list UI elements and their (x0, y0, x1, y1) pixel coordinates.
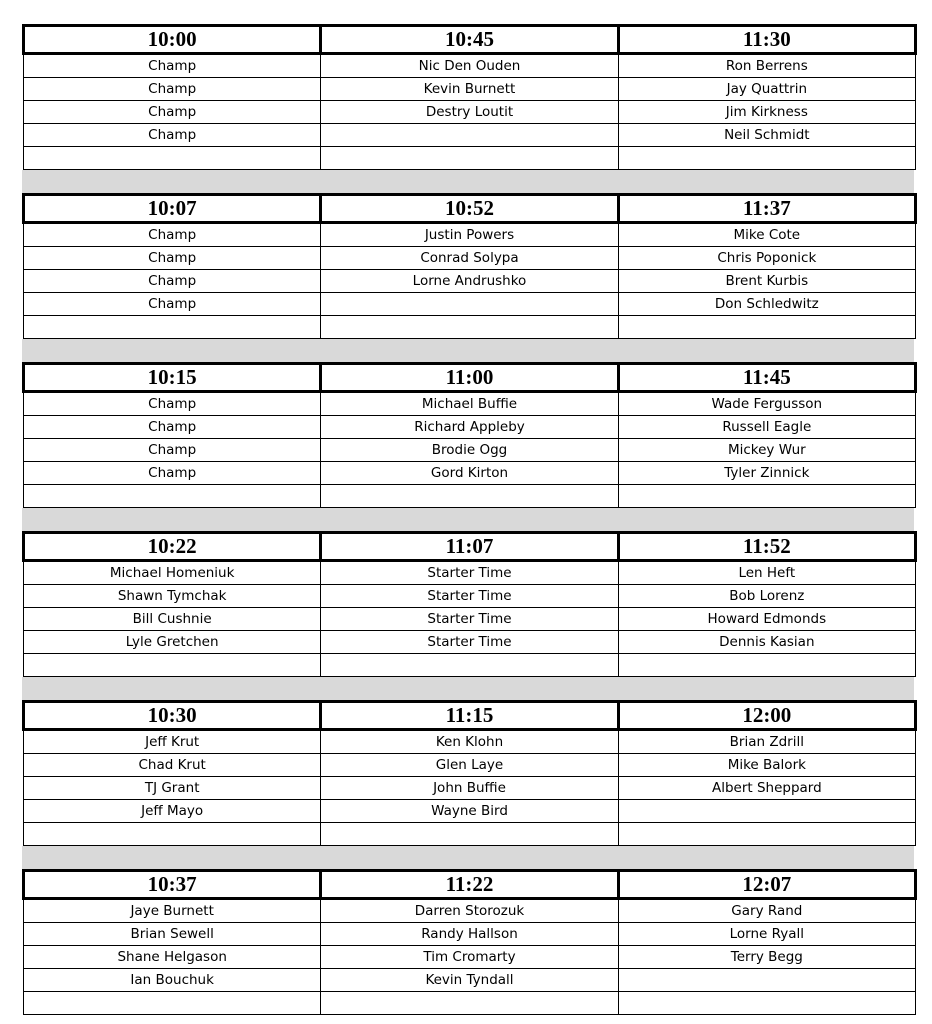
player-cell: Dennis Kasian (618, 631, 915, 654)
tee-time-header: 10:37 (24, 871, 321, 899)
player-cell: Chad Krut (24, 754, 321, 777)
player-cell: Mickey Wur (618, 439, 915, 462)
tee-time-header: 11:45 (618, 364, 915, 392)
player-cell: Len Heft (618, 561, 915, 585)
tee-time-header: 11:00 (321, 364, 618, 392)
player-cell: Champ (24, 124, 321, 147)
player-cell: Bob Lorenz (618, 585, 915, 608)
time-header-row (24, 364, 916, 392)
player-cell: Ken Klohn (321, 730, 618, 754)
player-cell: Brian Sewell (24, 923, 321, 946)
player-cell: Howard Edmonds (618, 608, 915, 631)
player-cell (618, 147, 915, 170)
player-cell: Jeff Krut (24, 730, 321, 754)
tee-time-table (22, 362, 917, 508)
player-cell: Russell Eagle (618, 416, 915, 439)
player-cell: Ron Berrens (618, 54, 915, 78)
player-cell: Champ (24, 416, 321, 439)
tee-time-header: 10:30 (24, 702, 321, 730)
player-row (24, 54, 916, 78)
player-cell: Shawn Tymchak (24, 585, 321, 608)
tee-time-block (22, 700, 914, 846)
tee-time-header: 10:00 (24, 26, 321, 54)
player-row (24, 923, 916, 946)
tee-time-header: 10:22 (24, 533, 321, 561)
player-cell: Albert Sheppard (618, 777, 915, 800)
player-cell: Neil Schmidt (618, 124, 915, 147)
player-row (24, 462, 916, 485)
tee-time-table (22, 869, 917, 1015)
player-row (24, 101, 916, 124)
player-cell: Starter Time (321, 585, 618, 608)
player-cell (618, 969, 915, 992)
block-separator (22, 508, 914, 531)
player-cell: Gary Rand (618, 899, 915, 923)
player-cell (618, 485, 915, 508)
player-cell: Champ (24, 247, 321, 270)
player-cell: Conrad Solypa (321, 247, 618, 270)
tee-time-table (22, 193, 917, 339)
tee-time-header: 12:00 (618, 702, 915, 730)
player-cell: Nic Den Ouden (321, 54, 618, 78)
player-row (24, 392, 916, 416)
player-cell: Champ (24, 54, 321, 78)
player-cell (321, 316, 618, 339)
player-row (24, 823, 916, 846)
player-cell: Lorne Andrushko (321, 270, 618, 293)
player-cell: Champ (24, 392, 321, 416)
player-row (24, 78, 916, 101)
player-cell (321, 654, 618, 677)
player-cell: Jay Quattrin (618, 78, 915, 101)
player-cell: Destry Loutit (321, 101, 618, 124)
tee-time-table (22, 24, 917, 170)
player-cell (618, 800, 915, 823)
player-cell: Champ (24, 223, 321, 247)
player-row (24, 899, 916, 923)
time-header-row (24, 702, 916, 730)
player-cell (24, 823, 321, 846)
player-cell: Kevin Tyndall (321, 969, 618, 992)
player-row (24, 585, 916, 608)
tee-time-header: 11:07 (321, 533, 618, 561)
tee-time-table (22, 531, 917, 677)
player-row (24, 754, 916, 777)
player-cell: Kevin Burnett (321, 78, 618, 101)
player-cell: Lorne Ryall (618, 923, 915, 946)
player-cell: Mike Cote (618, 223, 915, 247)
player-cell (24, 316, 321, 339)
block-separator (22, 339, 914, 362)
tee-time-header: 11:30 (618, 26, 915, 54)
player-cell: Ian Bouchuk (24, 969, 321, 992)
tee-time-header: 10:52 (321, 195, 618, 223)
player-row (24, 969, 916, 992)
player-row (24, 316, 916, 339)
player-cell (321, 992, 618, 1015)
player-cell: Brian Zdrill (618, 730, 915, 754)
time-header-row (24, 533, 916, 561)
block-separator (22, 170, 914, 193)
player-cell (618, 316, 915, 339)
player-row (24, 608, 916, 631)
player-row (24, 247, 916, 270)
player-cell: Don Schledwitz (618, 293, 915, 316)
tee-time-header: 11:15 (321, 702, 618, 730)
player-cell (321, 823, 618, 846)
player-cell (618, 823, 915, 846)
player-cell: Randy Hallson (321, 923, 618, 946)
player-cell: Champ (24, 78, 321, 101)
player-cell: Champ (24, 439, 321, 462)
player-cell (24, 992, 321, 1015)
player-row (24, 416, 916, 439)
tee-time-header: 10:15 (24, 364, 321, 392)
player-cell: Jeff Mayo (24, 800, 321, 823)
player-cell (24, 147, 321, 170)
player-cell: Gord Kirton (321, 462, 618, 485)
player-cell: Terry Begg (618, 946, 915, 969)
player-row (24, 946, 916, 969)
player-cell: Starter Time (321, 561, 618, 585)
player-row (24, 654, 916, 677)
player-cell: Tyler Zinnick (618, 462, 915, 485)
player-cell: Richard Appleby (321, 416, 618, 439)
player-cell: Champ (24, 270, 321, 293)
block-separator (22, 846, 914, 869)
player-cell: Glen Laye (321, 754, 618, 777)
player-cell: TJ Grant (24, 777, 321, 800)
player-cell: Darren Storozuk (321, 899, 618, 923)
player-cell: Champ (24, 462, 321, 485)
player-cell: Jim Kirkness (618, 101, 915, 124)
player-cell (321, 293, 618, 316)
player-row (24, 124, 916, 147)
player-row (24, 439, 916, 462)
player-row (24, 800, 916, 823)
player-cell: Lyle Gretchen (24, 631, 321, 654)
tee-time-table (22, 700, 917, 846)
player-cell: Starter Time (321, 631, 618, 654)
player-cell: Justin Powers (321, 223, 618, 247)
tee-time-header: 11:52 (618, 533, 915, 561)
player-row (24, 147, 916, 170)
time-header-row (24, 26, 916, 54)
player-row (24, 223, 916, 247)
tee-time-block (22, 193, 914, 339)
player-cell: Mike Balork (618, 754, 915, 777)
tee-time-header: 10:07 (24, 195, 321, 223)
player-row (24, 485, 916, 508)
player-cell: Tim Cromarty (321, 946, 618, 969)
block-separator (22, 677, 914, 700)
player-cell: Brodie Ogg (321, 439, 618, 462)
player-row (24, 777, 916, 800)
player-cell: Jaye Burnett (24, 899, 321, 923)
tee-time-header: 11:37 (618, 195, 915, 223)
player-row (24, 730, 916, 754)
time-header-row (24, 195, 916, 223)
player-cell: Champ (24, 293, 321, 316)
player-row (24, 293, 916, 316)
player-cell (24, 485, 321, 508)
player-cell: Chris Poponick (618, 247, 915, 270)
player-cell (321, 147, 618, 170)
tee-time-sheet (22, 24, 914, 1015)
player-cell (24, 654, 321, 677)
player-cell: Wade Fergusson (618, 392, 915, 416)
tee-time-header: 11:22 (321, 871, 618, 899)
tee-time-block (22, 24, 914, 170)
player-cell: Bill Cushnie (24, 608, 321, 631)
tee-time-header: 12:07 (618, 871, 915, 899)
player-cell: Champ (24, 101, 321, 124)
tee-time-block (22, 869, 914, 1015)
player-cell (618, 654, 915, 677)
player-cell: Starter Time (321, 608, 618, 631)
player-row (24, 270, 916, 293)
player-row (24, 992, 916, 1015)
player-cell (618, 992, 915, 1015)
player-cell (321, 485, 618, 508)
player-row (24, 631, 916, 654)
tee-time-header: 10:45 (321, 26, 618, 54)
player-cell: Wayne Bird (321, 800, 618, 823)
player-row (24, 561, 916, 585)
tee-time-block (22, 531, 914, 677)
time-header-row (24, 871, 916, 899)
player-cell: John Buffie (321, 777, 618, 800)
player-cell: Michael Homeniuk (24, 561, 321, 585)
player-cell: Brent Kurbis (618, 270, 915, 293)
player-cell: Shane Helgason (24, 946, 321, 969)
tee-time-block (22, 362, 914, 508)
player-cell (321, 124, 618, 147)
player-cell: Michael Buffie (321, 392, 618, 416)
